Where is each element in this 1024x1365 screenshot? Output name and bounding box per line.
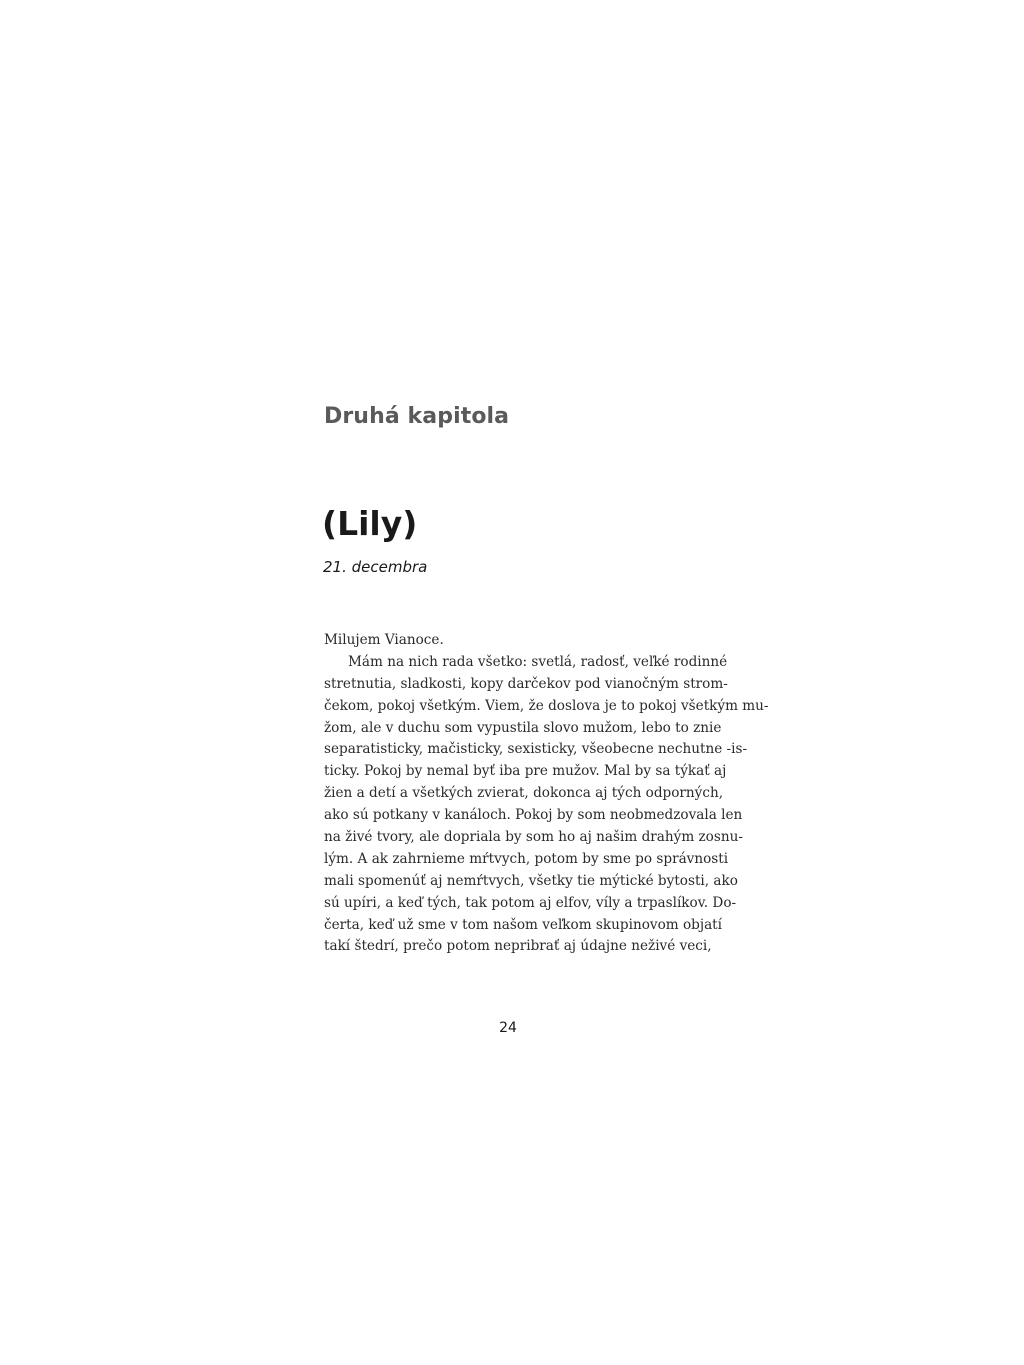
paragraph-line: sú upíri, a keď tých, tak potom aj elfov, víly a trpaslíkov. Do- xyxy=(324,894,737,911)
paragraph-line: lým. A ak zahrnieme mŕtvych, potom by sme po správnosti xyxy=(324,850,729,867)
page-number: 24 xyxy=(499,1020,517,1036)
paragraph-line: žom, ale v duchu som vypustila slovo mužom, lebo to znie xyxy=(324,719,722,736)
paragraph-line: separatisticky, mačisticky, sexisticky, všeobecne nechutne -is- xyxy=(324,741,748,758)
paragraph-line: žien a detí a všetkých zvierat, dokonca aj tých odporných, xyxy=(324,785,724,802)
paragraph-line: ticky. Pokoj by nemal byť iba pre mužov. Mal by sa týkať aj xyxy=(324,763,727,780)
narrator-heading: (Lily) xyxy=(322,504,418,543)
paragraph-line: mali spomenúť aj nemŕtvych, všetky tie mýtické bytosti, ako xyxy=(324,872,738,889)
paragraph-line: na živé tvory, ale dopriala by som ho aj našim drahým zosnu- xyxy=(324,829,743,846)
paragraph-line: čerta, keď už sme v tom našom veľkom skupinovom objatí xyxy=(324,916,722,933)
paragraph-line: Mám na nich rada všetko: svetlá, radosť, veľké rodinné xyxy=(348,653,728,670)
body-text xyxy=(324,630,769,958)
paragraph-line: Milujem Vianoce. xyxy=(324,632,444,648)
paragraph-line: stretnutia, sladkosti, kopy darčekov pod vianočným strom- xyxy=(324,675,728,692)
paragraph-line: ako sú potkany v kanáloch. Pokoj by som neobmedzovala len xyxy=(324,807,743,824)
chapter-title: Druhá kapitola xyxy=(324,404,510,429)
paragraph-line: čekom, pokoj všetkým. Viem, že doslova je to pokoj všetkým mu- xyxy=(324,697,769,714)
paragraph-line: takí štedrí, prečo potom nepribrať aj údajne neživé veci, xyxy=(324,938,712,955)
entry-date: 21. decembra xyxy=(323,558,428,576)
